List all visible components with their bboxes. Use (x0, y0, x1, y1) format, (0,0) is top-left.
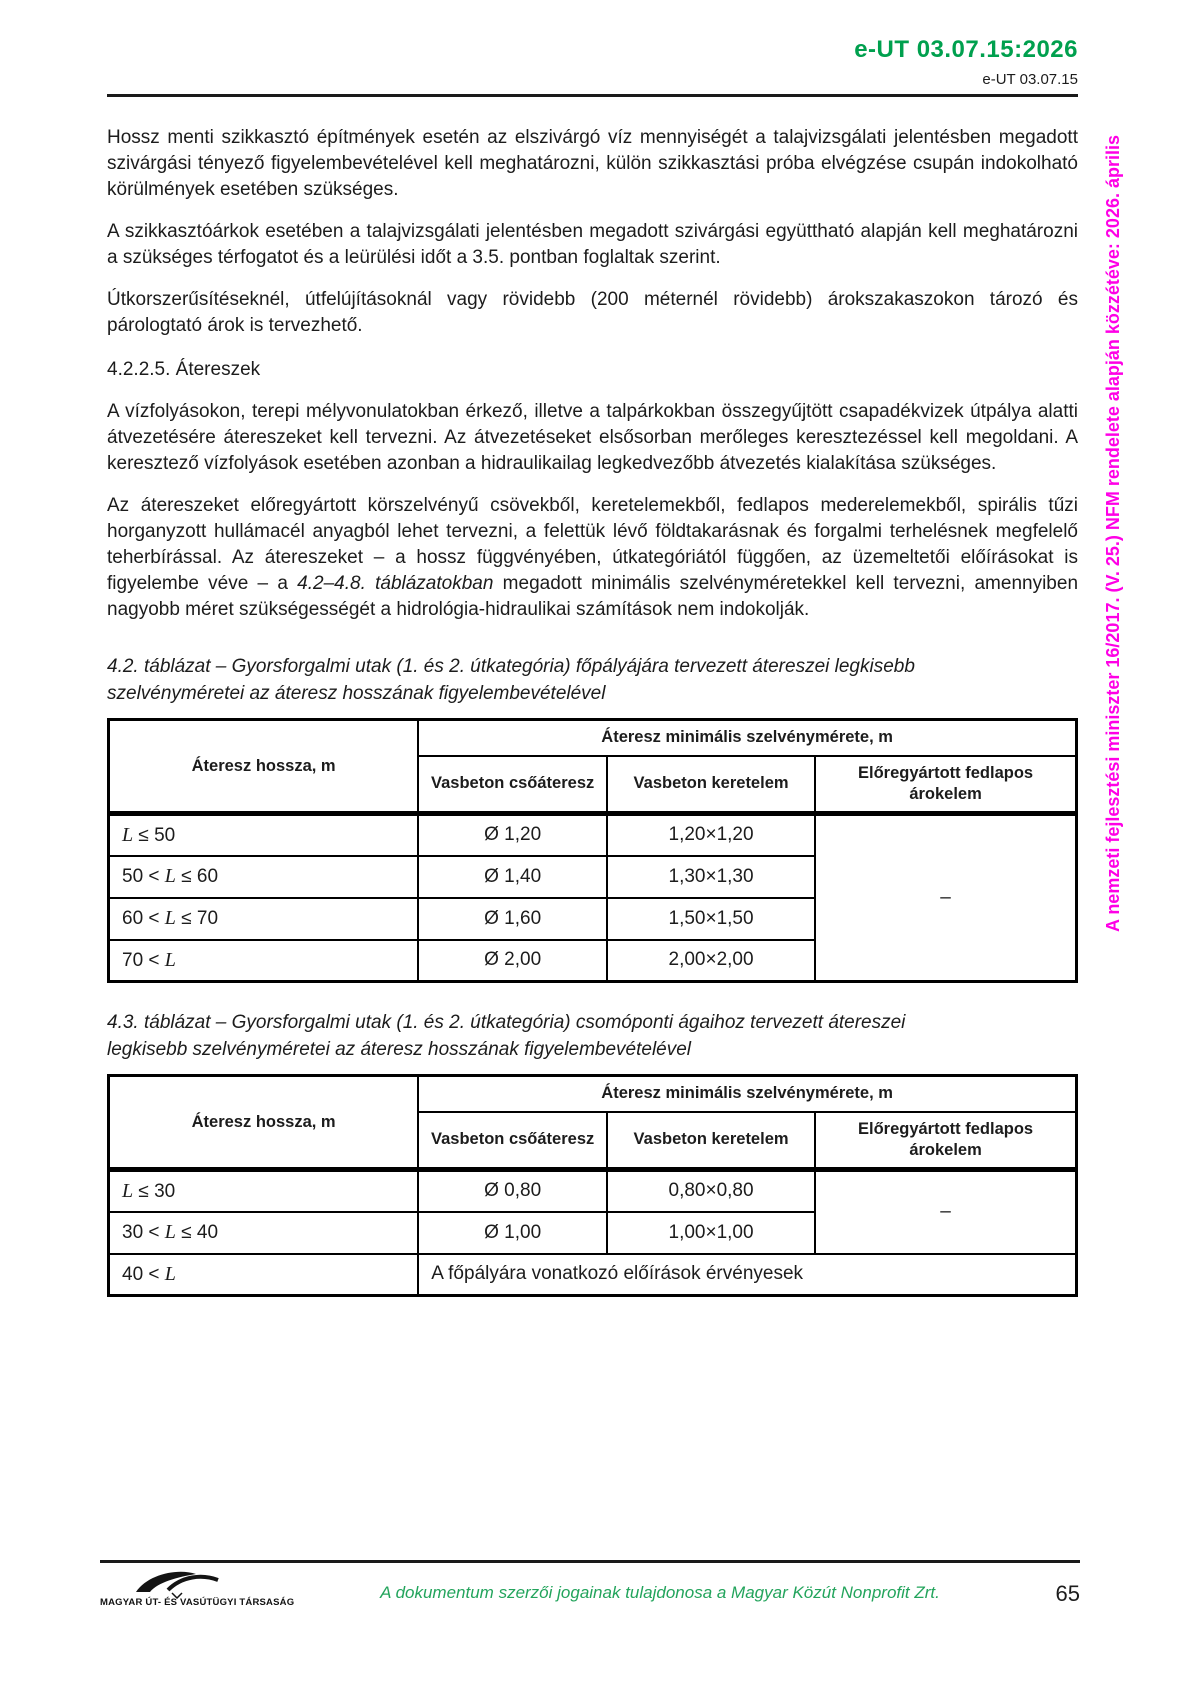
table-4-2 (107, 718, 1078, 983)
table-4-3 (107, 1074, 1078, 1297)
length-variable: L (122, 823, 134, 846)
page-number: 65 (1055, 1581, 1080, 1606)
copyright-text: A dokumentum szerzői jogainak tulajdonosa a Magyar Közút Nonprofit Zrt. (380, 1583, 940, 1602)
table-header-length: Áteresz hossza, m (109, 720, 419, 814)
table-header-pipe: Vasbeton csőáteresz (418, 756, 607, 814)
cell-pipe: Ø 0,80 (418, 1170, 607, 1212)
cell-length: 30 < L ≤ 40 (109, 1212, 419, 1254)
org-logo (100, 1569, 310, 1608)
length-variable: L (164, 1262, 176, 1285)
cell-pipe: Ø 2,00 (418, 940, 607, 982)
cell-note: A főpályára vonatkozó előírások érvényesek (418, 1254, 1076, 1296)
cell-frame: 2,00×2,00 (607, 940, 815, 982)
length-variable: L (164, 907, 176, 929)
length-variable: L (122, 1179, 134, 1202)
paragraph-5-text: Az átereszeket előregyártott körszelvényű csövekből, keretelemekből, fedlapos mederelemekből, spirális tűzi horganyzott hullámacél anyagból lehet tervezni, a felettük lévő földtakarásnak és forgalmi terhelésnek megfelelő teherbírással. Az átereszeket – a hossz függvényében, útkategóriától függően, az üzemeltetői előírásokat is figyelembe véve – a (107, 495, 1078, 594)
paragraph-5-reference: 4.2–4.8. táblázatokban (297, 573, 494, 594)
cell-pipe: Ø 1,60 (418, 898, 607, 940)
cell-pipe: Ø 1,20 (418, 814, 607, 856)
page-header (0, 0, 1190, 97)
cell-ditch-dash: – (815, 814, 1076, 982)
header-rule (107, 94, 1078, 97)
org-name: MAGYAR ÚT- ÉS VASÚTÜGYI TÁRSASÁG (100, 1597, 295, 1608)
cell-pipe: Ø 1,40 (418, 856, 607, 898)
cell-frame: 1,30×1,30 (607, 856, 815, 898)
cell-frame: 0,80×0,80 (607, 1170, 815, 1212)
paragraph-5 (107, 493, 1078, 623)
table-header-span: Áteresz minimális szelvénymérete, m (418, 720, 1076, 756)
length-variable: L (164, 948, 176, 971)
cell-length: L ≤ 30 (109, 1170, 419, 1212)
cell-length: 40 < L (109, 1254, 419, 1296)
table-header-frame: Vasbeton keretelem (607, 1112, 815, 1170)
table-header-length: Áteresz hossza, m (109, 1076, 419, 1170)
table-row (109, 1254, 1077, 1296)
cell-pipe: Ø 1,00 (418, 1212, 607, 1254)
paragraph-5-text-end: megadott minimális szelvényméretekkel kell tervezni, amennyiben nagyobb méret szükségességét a hidrológia-hidraulikai számítások nem indokolják. (107, 573, 1079, 620)
cell-frame: 1,00×1,00 (607, 1212, 815, 1254)
section-heading: 4.2.2.5. Átereszek (107, 359, 261, 380)
table-header-span: Áteresz minimális szelvénymérete, m (418, 1076, 1076, 1112)
paragraph-4: A vízfolyásokon, terepi mélyvonulatokban érkező, illetve a talpárkokban összegyűjtött csapadékvizek útpálya alatti átvezetésére átereszeket kell tervezni. Az átvezetéseket elsősorban merőleges keresztezéssel kell megoldani. A keresztező vízfolyások esetében azonban a hidraulikailag legkedvezőbb átvezetés kialakítása szükséges. (107, 401, 1078, 474)
paragraph-1: Hossz menti szikkasztó építmények esetén az elszivárgó víz mennyiségét a talajvizsgálati jelentésben megadott szivárgási tényező figyelembevételével kell meghatározni, külön szikkasztási próba elvégzése csupán indokolható körülmények esetében szükséges. (107, 127, 1078, 200)
paragraph-2: A szikkasztóárkok esetében a talajvizsgálati jelentésben megadott szivárgási együttható alapján kell meghatározni a szükséges térfogatot és a leürülési időt a 3.5. pontban foglaltak szerint. (107, 221, 1078, 268)
table-header-ditch: Előregyártott fedlapos árokelem (815, 756, 1076, 814)
page-footer (100, 1560, 1080, 1608)
cell-length: 60 < L ≤ 70 (109, 898, 419, 940)
table-header-frame: Vasbeton keretelem (607, 756, 815, 814)
table-header-pipe: Vasbeton csőáteresz (418, 1112, 607, 1170)
table-row (109, 1170, 1077, 1212)
table-header-ditch: Előregyártott fedlapos árokelem (815, 1112, 1076, 1170)
table-row (109, 814, 1077, 856)
cell-frame: 1,20×1,20 (607, 814, 815, 856)
doc-id: e-UT 03.07.15:2026 (854, 36, 1078, 63)
cell-length: 50 < L ≤ 60 (109, 856, 419, 898)
side-note-decree: A nemzeti fejlesztési miniszter 16/2017. (V. 25.) NFM rendelete alapján közzétéve: 2026. április (1103, 135, 1123, 933)
cell-ditch-dash: – (815, 1170, 1076, 1254)
road-swoosh-icon (128, 1569, 232, 1599)
page-content (0, 125, 1190, 1297)
cell-length: L ≤ 50 (109, 814, 419, 856)
paragraph-3: Útkorszerűsítéseknél, útfelújításoknál vagy rövidebb (200 méternél rövidebb) árokszakaszokon tározó és párologtató árok is tervezhető. (107, 289, 1078, 336)
cell-length: 70 < L (109, 940, 419, 982)
table-4-3-caption: 4.3. táblázat – Gyorsforgalmi utak (1. és 2. útkategória) csomóponti ágaihoz tervezett átereszei legkisebb szelvényméretei az áteresz hosszának figyelembevételével (107, 1012, 906, 1060)
length-variable: L (164, 1221, 176, 1243)
table-4-2-caption: 4.2. táblázat – Gyorsforgalmi utak (1. és 2. útkategória) főpályájára tervezett átereszei legkisebb szelvényméretei az áteresz hosszának figyelembevételével (107, 656, 915, 704)
cell-frame: 1,50×1,50 (607, 898, 815, 940)
footer-rule (100, 1560, 1080, 1563)
doc-id-small: e-UT 03.07.15 (982, 71, 1078, 88)
length-variable: L (164, 865, 176, 887)
